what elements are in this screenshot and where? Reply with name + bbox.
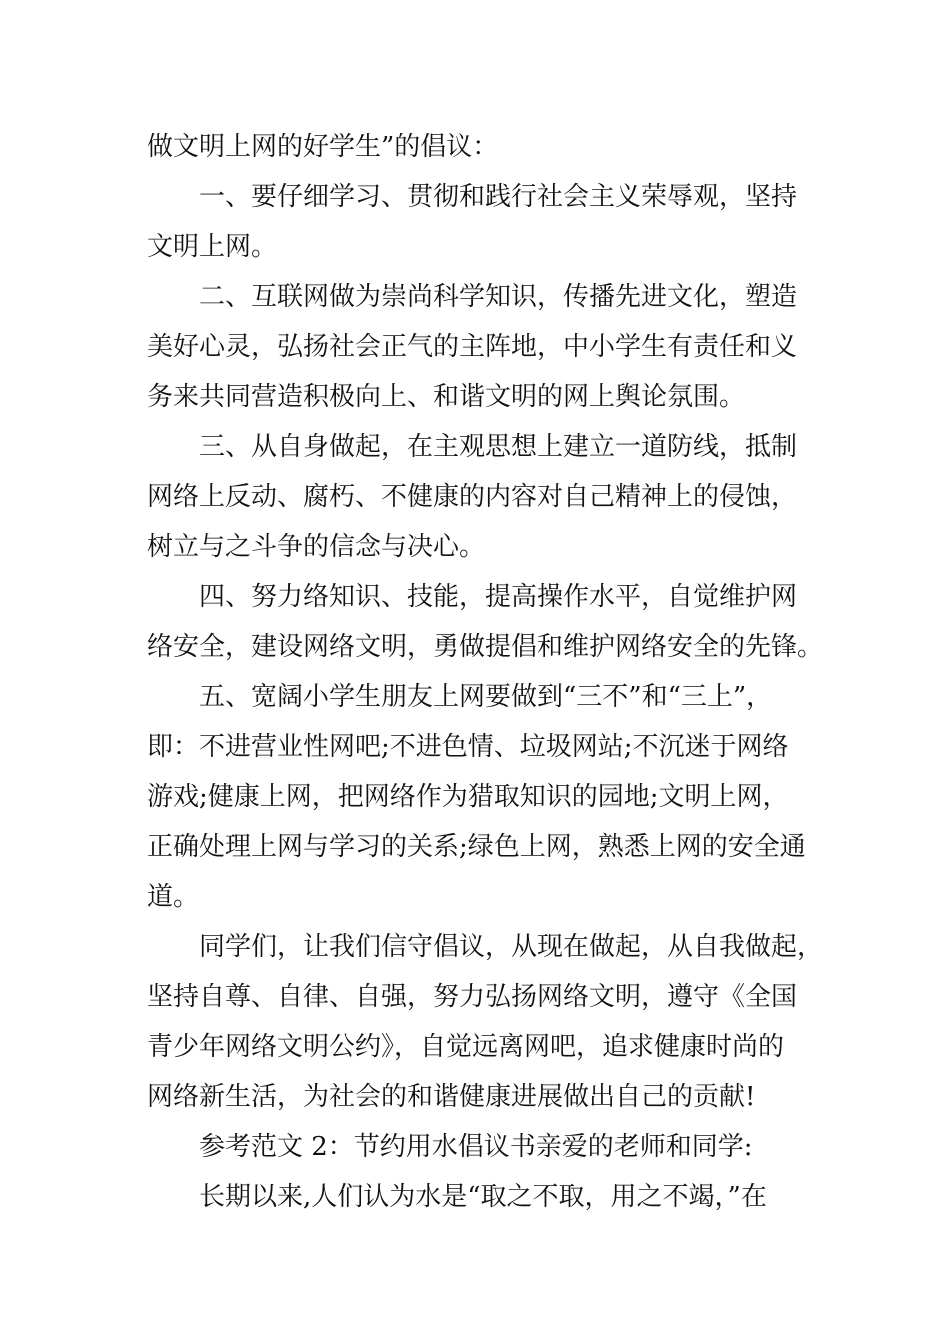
text-line: 三、从自身做起，在主观思想上建立一道防线，抵制 <box>199 432 798 462</box>
text-line: 游戏;健康上网，把网络作为猎取知识的园地;文明上网， <box>147 782 789 812</box>
text-line: 长期以来,人们认为水是“取之不取，用之不竭，”在 <box>199 1182 767 1212</box>
text-line: 青少年网络文明公约》，自觉远离网吧，追求健康时尚的 <box>147 1032 785 1062</box>
text-line: 即：不进营业性网吧;不进色情、垃圾网站;不沉迷于网络 <box>147 732 789 762</box>
text-line: 做文明上网的好学生”的倡议： <box>147 132 499 162</box>
text-line: 二、互联网做为崇尚科学知识，传播先进文化，塑造 <box>199 282 798 312</box>
text-line: 网络上反动、腐朽、不健康的内容对自己精神上的侵蚀， <box>147 482 798 512</box>
text-line: 参考范文 2：节约用水倡议书亲爱的老师和同学: <box>199 1132 753 1162</box>
text-line: 道。 <box>147 882 200 912</box>
text-line: 一、要仔细学习、贯彻和践行社会主义荣辱观，坚持 <box>199 182 798 212</box>
text-line: 网络新生活，为社会的和谐健康进展做出自己的贡献! <box>147 1082 756 1112</box>
text-line: 正确处理上网与学习的关系;绿色上网，熟悉上网的安全通 <box>147 832 806 862</box>
text-line: 坚持自尊、自律、自强，努力弘扬网络文明，遵守《全国 <box>147 982 798 1012</box>
text-line: 络安全，建设网络文明，勇做提倡和维护网络安全的先锋。 <box>147 632 824 662</box>
text-line: 树立与之斗争的信念与决心。 <box>147 532 486 562</box>
text-line: 美好心灵，弘扬社会正气的主阵地，中小学生有责任和义 <box>147 332 798 362</box>
text-line: 五、宽阔小学生朋友上网要做到“三不”和“三上”， <box>199 682 773 712</box>
text-line: 同学们，让我们信守倡议，从现在做起，从自我做起， <box>199 932 824 962</box>
text-line: 文明上网。 <box>147 232 278 262</box>
text-line: 务来共同营造积极向上、和谐文明的网上舆论氛围。 <box>147 382 746 412</box>
text-line: 四、努力络知识、技能，提高操作水平，自觉维护网 <box>199 582 798 612</box>
